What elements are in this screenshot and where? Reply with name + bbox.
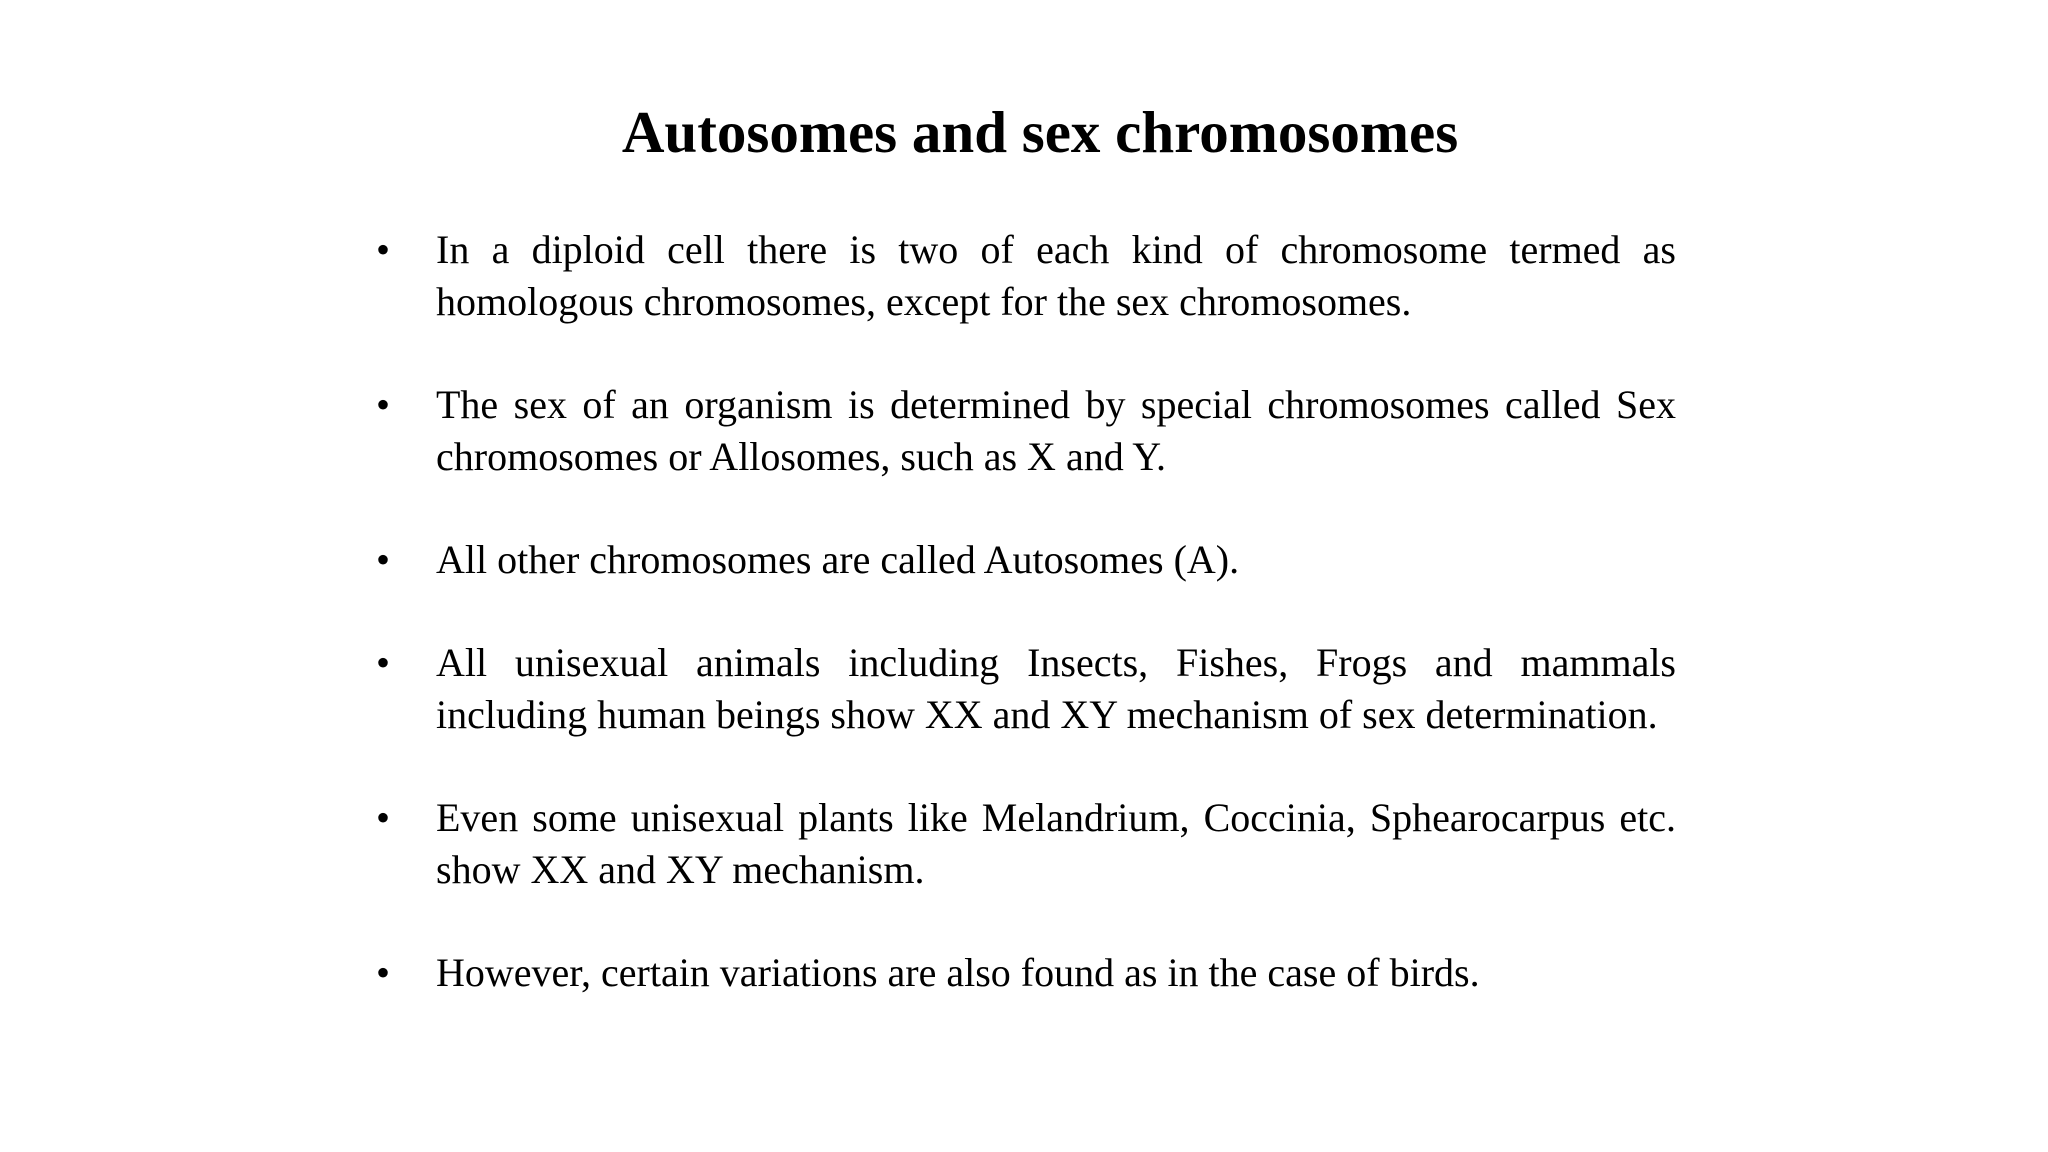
bullet-item-3 (376, 534, 1676, 586)
bullet-item-5 (376, 792, 1676, 896)
slide-title: Autosomes and sex chromosomes (621, 99, 1459, 165)
bullet-icon: • (376, 950, 391, 995)
bullet-text: In a diploid cell there is two of each kind of chromosome termed as homologous chromosomes, except for the sex chromosomes. (436, 227, 1676, 324)
bullet-item-2 (376, 379, 1676, 483)
bullet-icon: • (376, 795, 391, 840)
bullet-text: The sex of an organism is determined by special chromosomes called Sex chromosomes or Allosomes, such as X and Y. (436, 382, 1676, 479)
bullet-text: Even some unisexual plants like Melandrium, Coccinia, Sphearocarpus etc. show XX and XY mechanism. (436, 795, 1676, 892)
bullet-item-1 (376, 224, 1676, 328)
bullet-item-6 (376, 947, 1676, 999)
bullet-icon: • (376, 537, 391, 582)
bullet-icon: • (376, 227, 391, 272)
bullet-item-4 (376, 637, 1676, 741)
bullet-text: However, certain variations are also found as in the case of birds. (436, 950, 1480, 995)
bullet-text: All unisexual animals including Insects, Fishes, Frogs and mammals including human beings show XX and XY mechanism of sex determination. (436, 640, 1676, 737)
bullet-list (376, 224, 1676, 999)
bullet-text: All other chromosomes are called Autosomes (A). (436, 537, 1240, 582)
bullet-icon: • (376, 640, 391, 685)
bullet-icon: • (376, 382, 391, 427)
